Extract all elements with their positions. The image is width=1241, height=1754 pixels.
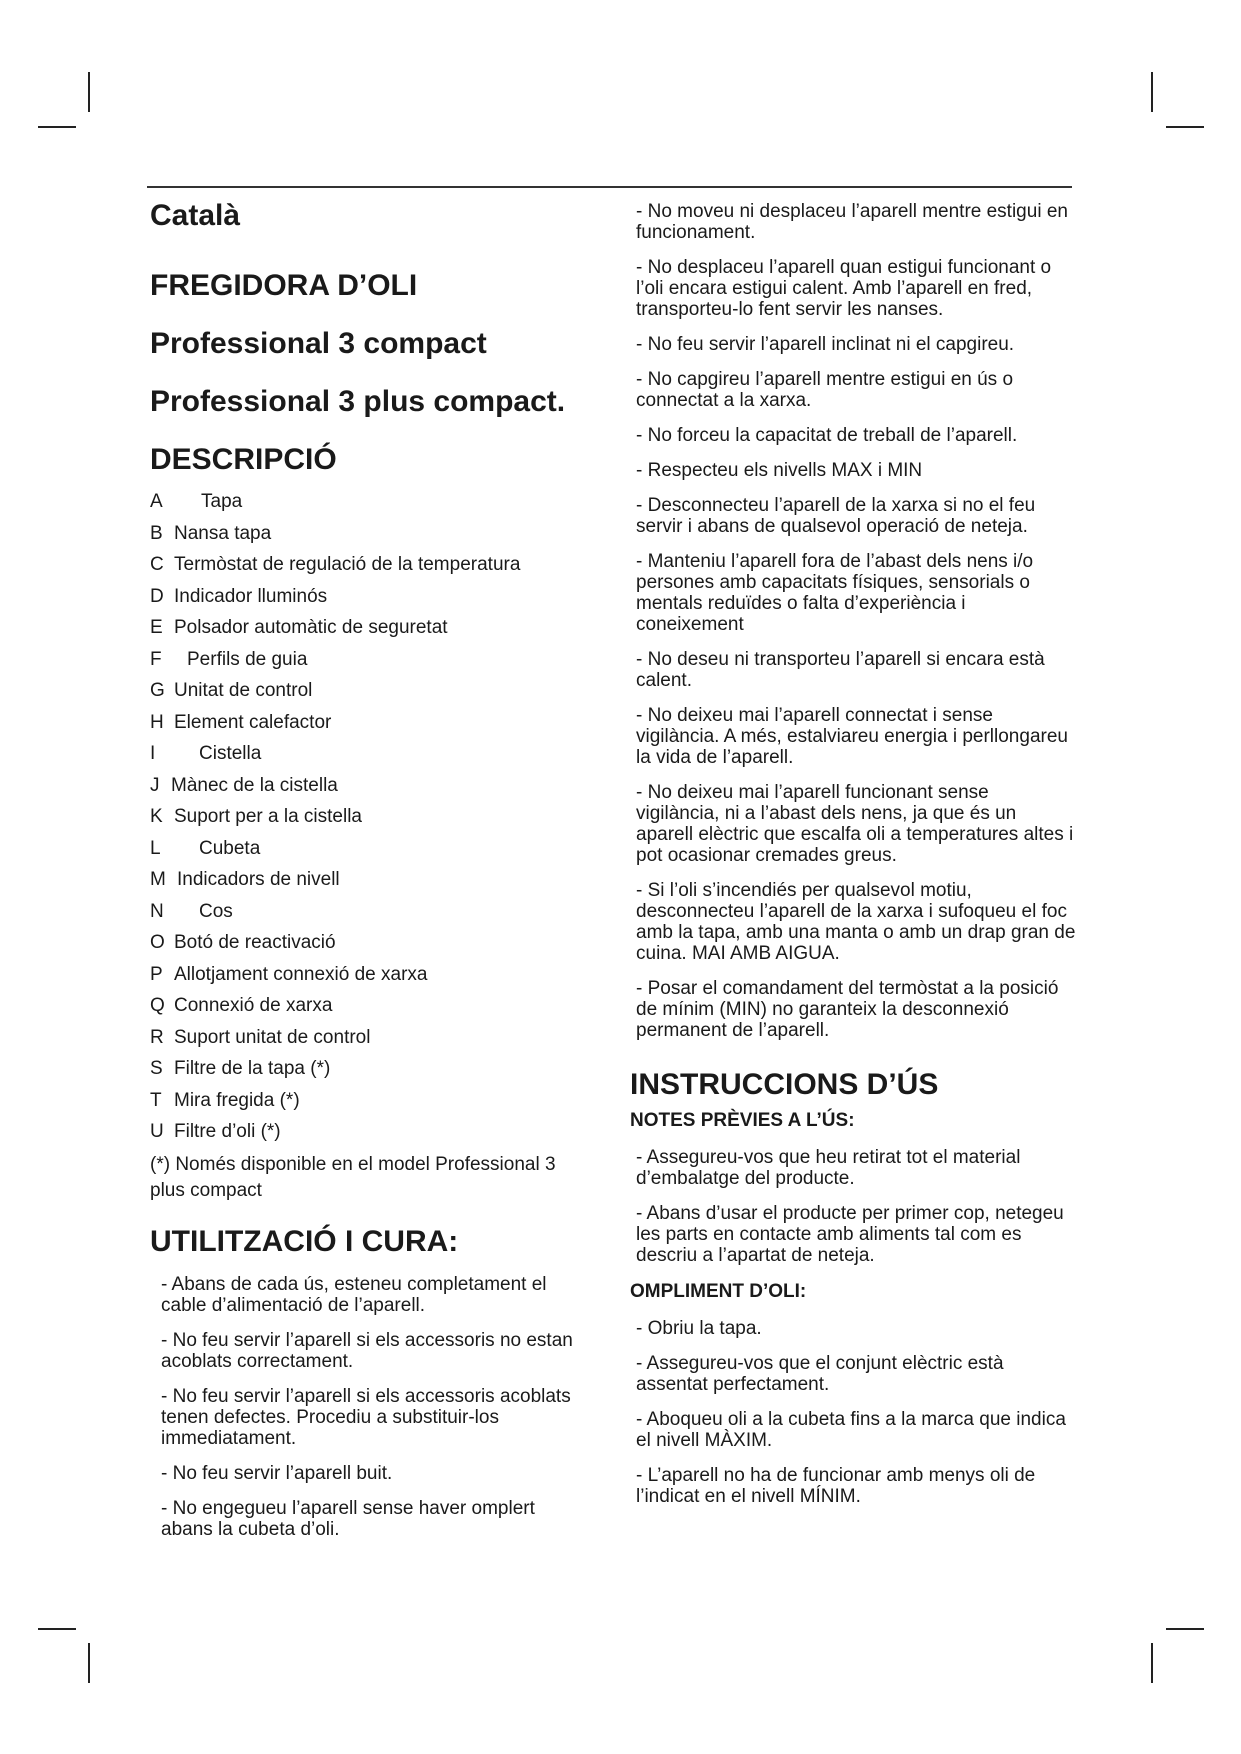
list-item: - No feu servir l’aparell si els accessoris no estan acoblats correctament. bbox=[161, 1329, 573, 1372]
part-letter: M bbox=[150, 869, 166, 890]
header-rule bbox=[147, 186, 1072, 188]
part-name: Filtre d’oli (*) bbox=[174, 1121, 281, 1142]
crop-mark-bottom-left-v bbox=[88, 1643, 90, 1683]
list-item: - Assegureu-vos que heu retirat tot el material d’embalatge del producte. bbox=[636, 1147, 1021, 1189]
part-name: Mira fregida (*) bbox=[174, 1089, 300, 1111]
crop-mark-top-right-h bbox=[1166, 126, 1204, 128]
oil-fill-list bbox=[630, 1318, 1090, 1507]
instructions-heading: INSTRUCCIONS D’ÚS bbox=[630, 1068, 939, 1101]
usage-list bbox=[150, 1274, 620, 1540]
list-item bbox=[150, 805, 620, 828]
list-item: - No deseu ni transporteu l’aparell si encara està calent. bbox=[636, 649, 1045, 691]
list-item bbox=[150, 1089, 620, 1112]
part-name: Termòstat de regulació de la temperatura bbox=[174, 554, 521, 575]
part-name: Perfils de guia bbox=[187, 648, 308, 670]
list-item bbox=[150, 1120, 620, 1143]
list-item: - Abans d’usar el producte per primer cop, netegeu les parts en contacte amb aliments tal com es descriu a l’apartat de neteja. bbox=[636, 1203, 1064, 1266]
list-item: - Obriu la tapa. bbox=[636, 1318, 762, 1339]
part-letter: A bbox=[150, 491, 163, 512]
crop-mark-bottom-right-v bbox=[1151, 1643, 1153, 1683]
crop-mark-bottom-left-h bbox=[38, 1628, 76, 1630]
list-item bbox=[150, 648, 620, 671]
usage-heading: UTILITZACIÓ I CURA: bbox=[150, 1224, 459, 1258]
list-item bbox=[150, 931, 620, 954]
part-letter: U bbox=[150, 1121, 164, 1142]
list-item: - No deixeu mai l’aparell funcionant sense vigilància, ni a l’abast dels nens, ja que és un aparell elèctric que escalfa oli a temperatures altes i pot ocasionar cremades greus. bbox=[636, 782, 1074, 866]
crop-mark-top-left-v bbox=[88, 72, 90, 112]
list-item: - No moveu ni desplaceu l’aparell mentre estigui en funcionament. bbox=[636, 201, 1068, 243]
crop-mark-top-left-h bbox=[38, 126, 76, 128]
part-name: Connexió de xarxa bbox=[174, 995, 333, 1016]
availability-note: (*) Només disponible en el model Professional 3 plus compact bbox=[150, 1153, 556, 1201]
part-letter: P bbox=[150, 963, 163, 985]
part-name: Allotjament connexió de xarxa bbox=[174, 963, 428, 985]
description-heading: DESCRIPCIÓ bbox=[150, 443, 337, 476]
list-item bbox=[150, 868, 620, 891]
part-name: Cos bbox=[199, 900, 233, 922]
list-item: - No forceu la capacitat de treball de l’aparell. bbox=[636, 425, 1018, 446]
part-letter: D bbox=[150, 585, 164, 607]
part-letter: B bbox=[150, 522, 163, 544]
list-item bbox=[150, 490, 620, 513]
list-item bbox=[150, 522, 620, 545]
part-letter: H bbox=[150, 711, 164, 733]
part-name: Polsador automàtic de seguretat bbox=[174, 617, 448, 638]
list-item bbox=[150, 553, 620, 576]
list-item bbox=[150, 1057, 620, 1080]
list-item bbox=[150, 616, 620, 639]
list-item bbox=[150, 1026, 620, 1049]
part-letter: K bbox=[150, 806, 163, 827]
right-column bbox=[630, 201, 1090, 1521]
part-letter: S bbox=[150, 1058, 163, 1079]
list-item: - No engegueu l’aparell sense haver omplert abans la cubeta d’oli. bbox=[161, 1497, 535, 1540]
part-letter: Q bbox=[150, 995, 165, 1016]
part-letter: T bbox=[150, 1089, 162, 1111]
crop-mark-top-right-v bbox=[1151, 72, 1153, 112]
part-name: Element calefactor bbox=[174, 711, 332, 733]
language-heading: Català bbox=[150, 199, 241, 232]
part-letter: J bbox=[150, 774, 160, 796]
part-letter: F bbox=[150, 648, 162, 670]
part-name: Tapa bbox=[201, 491, 243, 512]
list-item bbox=[150, 679, 620, 702]
list-item: - No deixeu mai l’aparell connectat i sense vigilància. A més, estalviareu energia i perllongareu la vida de l’aparell. bbox=[636, 705, 1068, 768]
list-item bbox=[150, 711, 620, 734]
list-item bbox=[150, 837, 620, 860]
list-item: - No feu servir l’aparell inclinat ni el capgireu. bbox=[636, 334, 1015, 355]
model-name-2: Professional 3 plus compact. bbox=[150, 385, 566, 418]
list-item bbox=[150, 963, 620, 986]
product-title: FREGIDORA D’OLI bbox=[150, 269, 418, 302]
list-item bbox=[150, 774, 620, 797]
list-item: - Assegureu-vos que el conjunt elèctric està assentat perfectament. bbox=[636, 1353, 1004, 1395]
part-name: Cistella bbox=[199, 743, 262, 764]
part-letter: I bbox=[150, 743, 156, 764]
list-item: - No capgireu l’aparell mentre estigui en ús o connectat a la xarxa. bbox=[636, 369, 1014, 411]
part-letter: G bbox=[150, 680, 165, 701]
part-letter: O bbox=[150, 932, 165, 953]
list-item: - Desconnecteu l’aparell de la xarxa si no el feu servir i abans de qualsevol operació de neteja. bbox=[636, 495, 1036, 537]
list-item: - Aboqueu oli a la cubeta fins a la marca que indica el nivell MÀXIM. bbox=[636, 1409, 1066, 1451]
part-name: Botó de reactivació bbox=[174, 932, 336, 953]
model-name-1: Professional 3 compact bbox=[150, 327, 487, 360]
part-name: Indicadors de nivell bbox=[177, 869, 340, 890]
preliminary-notes-heading: NOTES PRÈVIES A L’ÚS: bbox=[630, 1110, 855, 1131]
usage-list-continued bbox=[630, 201, 1090, 1041]
list-item: - Abans de cada ús, esteneu completament el cable d’alimentació de l’aparell. bbox=[161, 1273, 547, 1316]
part-name: Mànec de la cistella bbox=[171, 774, 338, 796]
list-item bbox=[150, 742, 620, 765]
list-item bbox=[150, 585, 620, 608]
oil-fill-heading: OMPLIMENT D’OLI: bbox=[630, 1281, 807, 1302]
parts-list bbox=[150, 490, 620, 1143]
part-name: Unitat de control bbox=[174, 680, 313, 701]
list-item: - No feu servir l’aparell buit. bbox=[161, 1462, 393, 1484]
part-letter: L bbox=[150, 837, 161, 859]
part-name: Cubeta bbox=[199, 837, 261, 859]
part-name: Suport unitat de control bbox=[174, 1026, 371, 1048]
list-item: - Respecteu els nivells MAX i MIN bbox=[636, 460, 923, 481]
part-name: Nansa tapa bbox=[174, 522, 272, 544]
list-item: - No feu servir l’aparell si els accessoris acoblats tenen defectes. Procediu a substituir-los immediatament. bbox=[161, 1385, 571, 1449]
list-item bbox=[150, 900, 620, 923]
list-item: - Si l’oli s’incendiés per qualsevol motiu, desconnecteu l’aparell de la xarxa i sufoqueu el foc amb la tapa, amb una manta o amb un drap gran de cuina. MAI AMB AIGUA. bbox=[636, 880, 1076, 964]
list-item: - No desplaceu l’aparell quan estigui funcionant o l’oli encara estigui calent. Amb l’aparell en fred, transporteu-lo fent servir les nanses. bbox=[636, 257, 1052, 320]
list-item: - Manteniu l’aparell fora de l’abast dels nens i/o persones amb capacitats físiques, sensorials o mentals reduïdes o falta d’experiència i coneixement bbox=[636, 551, 1034, 635]
part-letter: C bbox=[150, 554, 164, 575]
list-item: - L’aparell no ha de funcionar amb menys oli de l’indicat en el nivell MÍNIM. bbox=[636, 1465, 1036, 1507]
part-name: Suport per a la cistella bbox=[174, 806, 362, 827]
list-item: - Posar el comandament del termòstat a la posició de mínim (MIN) no garanteix la desconnexió permanent de l’aparell. bbox=[636, 978, 1059, 1041]
list-item bbox=[150, 994, 620, 1017]
preliminary-notes-list bbox=[630, 1147, 1090, 1266]
crop-mark-bottom-right-h bbox=[1166, 1628, 1204, 1630]
part-letter: E bbox=[150, 617, 163, 638]
part-letter: N bbox=[150, 900, 164, 922]
left-column bbox=[150, 198, 620, 1554]
part-name: Filtre de la tapa (*) bbox=[174, 1058, 331, 1079]
part-letter: R bbox=[150, 1026, 164, 1048]
part-name: Indicador lluminós bbox=[174, 585, 328, 607]
